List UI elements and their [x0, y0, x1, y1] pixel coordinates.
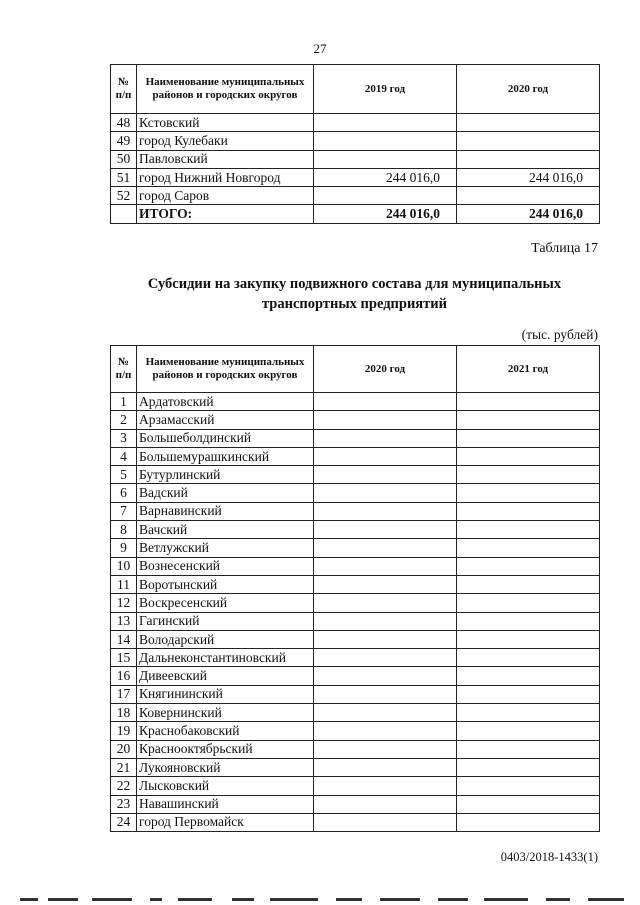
row-number: 18: [111, 704, 137, 722]
table-row: [111, 539, 600, 557]
row-number: 5: [111, 466, 137, 484]
value-2020: [314, 795, 457, 813]
table-row: [111, 466, 600, 484]
page-number: 27: [313, 41, 327, 56]
table-row: [111, 630, 600, 648]
value-2021: [457, 685, 600, 703]
table-row: [111, 594, 600, 612]
header-row-number: № п/п: [111, 346, 137, 393]
document-code: 0403/2018-1433(1): [500, 850, 598, 864]
row-number: 11: [111, 575, 137, 593]
value-2020: [314, 722, 457, 740]
table-row: [111, 612, 600, 630]
municipality-name: Большеболдинский: [137, 429, 314, 447]
row-number: 3: [111, 429, 137, 447]
value-2021: [457, 795, 600, 813]
header-year-2020: 2020 год: [314, 346, 457, 393]
row-number: 22: [111, 777, 137, 795]
row-number: 12: [111, 594, 137, 612]
value-2021: [457, 429, 600, 447]
value-2021: [457, 466, 600, 484]
header-year-2019: 2019 год: [314, 65, 457, 114]
table1-body: [111, 114, 600, 205]
row-number: 9: [111, 539, 137, 557]
value-2021: [457, 502, 600, 520]
units-label: (тыс. рублей): [521, 327, 598, 342]
value-2020: [314, 612, 457, 630]
municipality-name: Ковернинский: [137, 704, 314, 722]
value-2020: [314, 575, 457, 593]
value-2020: [314, 813, 457, 831]
table-row: [111, 484, 600, 502]
table2-body: [111, 393, 600, 832]
total-label: ИТОГО:: [137, 205, 314, 223]
header-municipality-name: Наименование муниципальных районов и городских округов: [137, 65, 314, 114]
header-municipality-name: Наименование муниципальных районов и городских округов: [137, 346, 314, 393]
municipality-name: Воскресенский: [137, 594, 314, 612]
table-row: [111, 649, 600, 667]
table-row: [111, 447, 600, 465]
municipality-name: Навашинский: [137, 795, 314, 813]
municipality-name: Краснобаковский: [137, 722, 314, 740]
value-2019: [314, 132, 457, 150]
municipality-name: город Первомайск: [137, 813, 314, 831]
value-2021: [457, 521, 600, 539]
value-2020: [314, 685, 457, 703]
table-row: [111, 557, 600, 575]
table-row: [111, 168, 600, 186]
value-2021: [457, 722, 600, 740]
row-number: 19: [111, 722, 137, 740]
total-value-2019: 244 016,0: [314, 205, 457, 223]
funding-table-2019-2020: [110, 64, 600, 224]
municipality-name: Лукояновский: [137, 758, 314, 776]
value-2020: [314, 502, 457, 520]
value-2021: [457, 612, 600, 630]
value-2020: [457, 187, 600, 205]
value-2020: [314, 447, 457, 465]
row-number: 49: [111, 132, 137, 150]
value-2019: [314, 187, 457, 205]
value-2020: [314, 777, 457, 795]
municipality-name: Лысковский: [137, 777, 314, 795]
municipality-name: Вачский: [137, 521, 314, 539]
table-row: [111, 667, 600, 685]
row-number: 51: [111, 168, 137, 186]
row-number: 7: [111, 502, 137, 520]
value-2020: [314, 704, 457, 722]
value-2020: [314, 411, 457, 429]
row-number: 48: [111, 114, 137, 132]
municipality-name: Арзамасский: [137, 411, 314, 429]
row-number: 1: [111, 393, 137, 411]
table-row: [111, 187, 600, 205]
municipality-name: Воротынский: [137, 575, 314, 593]
table-row: [111, 758, 600, 776]
table-row: [111, 575, 600, 593]
total-row: [111, 205, 600, 223]
header-year-2021: 2021 год: [457, 346, 600, 393]
row-number: 8: [111, 521, 137, 539]
value-2020: [314, 667, 457, 685]
table-row: [111, 114, 600, 132]
value-2020: 244 016,0: [457, 168, 600, 186]
value-2021: [457, 667, 600, 685]
value-2020: [314, 594, 457, 612]
municipality-name: Большемурашкинский: [137, 447, 314, 465]
value-2020: [314, 740, 457, 758]
municipality-name: Варнавинский: [137, 502, 314, 520]
row-number: 21: [111, 758, 137, 776]
value-2021: [457, 704, 600, 722]
municipality-name: Бутурлинский: [137, 466, 314, 484]
table-row: [111, 502, 600, 520]
value-2021: [457, 575, 600, 593]
municipality-name: Павловский: [137, 150, 314, 168]
municipality-name: город Кулебаки: [137, 132, 314, 150]
table-row: [111, 813, 600, 831]
value-2021: [457, 740, 600, 758]
value-2020: [314, 539, 457, 557]
row-number: 10: [111, 557, 137, 575]
row-number: 20: [111, 740, 137, 758]
value-2021: [457, 539, 600, 557]
table-row: [111, 722, 600, 740]
value-2021: [457, 411, 600, 429]
table-caption: Таблица 17: [531, 241, 598, 256]
value-2021: [457, 557, 600, 575]
total-value-2020: 244 016,0: [457, 205, 600, 223]
table-row: [111, 521, 600, 539]
municipality-name: Вадский: [137, 484, 314, 502]
municipality-name: Кстовский: [137, 114, 314, 132]
value-2020: [314, 557, 457, 575]
row-number: 52: [111, 187, 137, 205]
row-number: 14: [111, 630, 137, 648]
value-2020: [457, 150, 600, 168]
municipality-name: Володарский: [137, 630, 314, 648]
row-number: 13: [111, 612, 137, 630]
row-number: 50: [111, 150, 137, 168]
value-2021: [457, 630, 600, 648]
table-row: [111, 704, 600, 722]
value-2021: [457, 813, 600, 831]
municipality-name: Дальнеконстантиновский: [137, 649, 314, 667]
value-2020: [314, 630, 457, 648]
row-number: 23: [111, 795, 137, 813]
table-row: [111, 740, 600, 758]
table-row: [111, 685, 600, 703]
municipality-name: Княгининский: [137, 685, 314, 703]
municipality-name: Краснооктябрьский: [137, 740, 314, 758]
value-2020: [314, 484, 457, 502]
municipality-name: город Саров: [137, 187, 314, 205]
value-2020: [314, 429, 457, 447]
table-row: [111, 795, 600, 813]
table-row: [111, 150, 600, 168]
total-num-cell: [111, 205, 137, 223]
value-2019: 244 016,0: [314, 168, 457, 186]
municipality-name: Дивеевский: [137, 667, 314, 685]
value-2021: [457, 758, 600, 776]
value-2021: [457, 777, 600, 795]
header-year-2020: 2020 год: [457, 65, 600, 114]
value-2019: [314, 114, 457, 132]
value-2021: [457, 594, 600, 612]
value-2020: [314, 758, 457, 776]
municipality-name: Ветлужский: [137, 539, 314, 557]
table-row: [111, 777, 600, 795]
value-2020: [314, 466, 457, 484]
scan-artifact-strip: [0, 896, 640, 905]
value-2020: [314, 393, 457, 411]
municipality-name: Вознесенский: [137, 557, 314, 575]
value-2020: [314, 649, 457, 667]
row-number: 4: [111, 447, 137, 465]
table-row: [111, 132, 600, 150]
row-number: 2: [111, 411, 137, 429]
value-2021: [457, 393, 600, 411]
municipality-name: Гагинский: [137, 612, 314, 630]
table-row: [111, 429, 600, 447]
header-row-number: № п/п: [111, 65, 137, 114]
value-2020: [457, 114, 600, 132]
row-number: 15: [111, 649, 137, 667]
value-2021: [457, 649, 600, 667]
value-2020: [457, 132, 600, 150]
row-number: 24: [111, 813, 137, 831]
table-row: [111, 393, 600, 411]
table-row: [111, 411, 600, 429]
municipality-name: город Нижний Новгород: [137, 168, 314, 186]
value-2020: [314, 521, 457, 539]
municipality-name: Ардатовский: [137, 393, 314, 411]
row-number: 16: [111, 667, 137, 685]
row-number: 6: [111, 484, 137, 502]
value-2019: [314, 150, 457, 168]
value-2021: [457, 484, 600, 502]
value-2021: [457, 447, 600, 465]
row-number: 17: [111, 685, 137, 703]
section-title: Субсидии на закупку подвижного состава для муниципальных транспортных предприятий: [147, 276, 562, 312]
subsidy-table-2020-2021: [110, 345, 600, 832]
